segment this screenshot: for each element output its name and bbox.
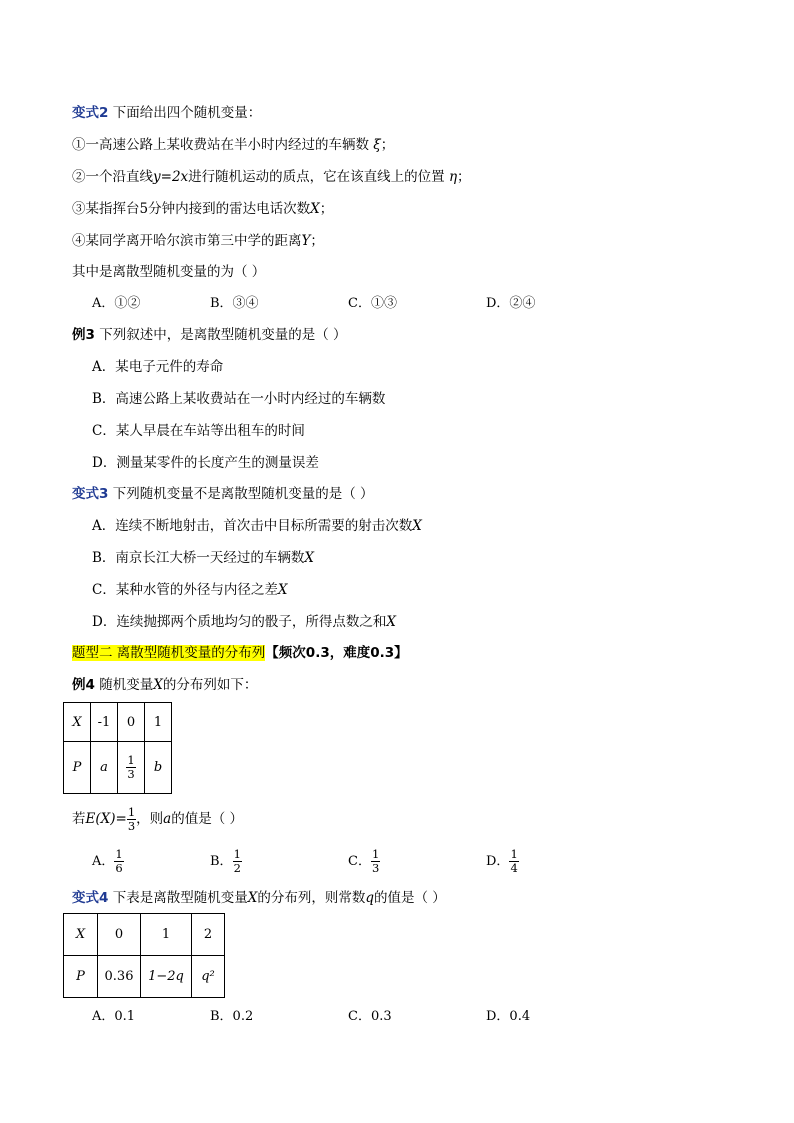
table-cell: -1	[91, 703, 118, 742]
item-variable: η	[448, 169, 458, 185]
variant-4-option-d: D．0.4	[486, 1009, 531, 1024]
fraction	[127, 806, 136, 833]
item-punct: ；	[457, 169, 471, 185]
variant-2-item-1	[72, 135, 394, 155]
variant-3-option-d	[92, 612, 396, 632]
table-row	[64, 742, 172, 794]
variant-3-stem	[72, 484, 374, 504]
item-text: 进行随机运动的质点，它在该直线上的位置	[188, 169, 449, 185]
option-label: B．	[210, 854, 233, 869]
variant-4-text: 的分布列，则常数	[257, 890, 366, 906]
option-text: A．连续不断地射击，首次击中目标所需要的射击次数	[92, 518, 413, 534]
fraction-denominator: 3	[127, 819, 136, 833]
section-heading	[72, 643, 408, 663]
table-cell: P	[64, 742, 91, 794]
table-cell: 0	[98, 914, 141, 956]
condition-variable: a	[163, 811, 172, 827]
condition-text: 的值是（ ）	[171, 811, 243, 827]
variant-4-distribution-table	[63, 913, 225, 998]
example-4-text: 随机变量	[94, 677, 154, 693]
option-label: A．	[92, 854, 115, 869]
example-4-stem	[72, 675, 257, 695]
variant-2-item-2	[72, 167, 471, 187]
variant-4-option-b: B．0.2	[210, 1009, 254, 1024]
example-4-option-c	[348, 848, 380, 875]
example-3-stem	[72, 325, 347, 345]
fraction-numerator: 1	[115, 847, 123, 861]
fraction-numerator: 1	[510, 847, 518, 861]
variant-3-option-b	[92, 548, 314, 568]
fraction-numerator: 1	[127, 805, 136, 819]
section-title: 题型二 离散型随机变量的分布列	[72, 645, 266, 661]
fraction	[126, 754, 135, 781]
variant-4-label: 变式4	[72, 890, 109, 906]
option-text: C．某种水管的外径与内径之差	[92, 582, 278, 598]
table-cell: 1	[141, 914, 192, 956]
variant-4-stem	[72, 888, 446, 908]
variant-2-option-c: C．①③	[348, 296, 397, 311]
item-text: ②一个沿直线	[72, 169, 153, 185]
table-cell: X	[64, 703, 91, 742]
table-cell: q²	[192, 956, 225, 998]
option-label: C．	[348, 854, 371, 869]
fraction-denominator: 3	[371, 861, 380, 875]
variant-4-option-c: C．0.3	[348, 1009, 392, 1024]
example-3-option-b: B．高速公路上某收费站在一小时内经过的车辆数	[92, 391, 386, 407]
condition-text: 若	[72, 811, 86, 827]
option-text: D．连续抛掷两个质地均匀的骰子，所得点数之和	[92, 614, 387, 630]
option-variable: X	[304, 550, 315, 566]
variant-2-label: 变式2	[72, 105, 109, 121]
table-cell: 0.36	[98, 956, 141, 998]
fraction	[509, 848, 518, 875]
fraction	[114, 848, 123, 875]
item-text: ③某指挥台5分钟内接到的雷达电话次数	[72, 201, 311, 217]
variant-3-label: 变式3	[72, 486, 109, 502]
section-meta: 【频次0.3，难度0.3】	[265, 645, 408, 661]
example-3-label: 例3	[72, 327, 95, 343]
table-cell: P	[64, 956, 98, 998]
example-4-text: 的分布列如下：	[162, 677, 258, 693]
table-cell: b	[145, 742, 172, 794]
variant-3-option-a	[92, 516, 422, 536]
variant-2-stem	[72, 103, 261, 123]
fraction-denominator: 2	[233, 861, 241, 875]
variant-4-variable: X	[247, 890, 258, 906]
example-4-condition	[72, 806, 243, 833]
variant-2-option-b: B．③④	[210, 296, 259, 311]
variant-2-option-a: A．①②	[92, 296, 141, 311]
example-4-distribution-table	[63, 702, 172, 794]
option-variable: X	[277, 582, 288, 598]
table-cell: 2	[192, 914, 225, 956]
example-4-variable: X	[153, 677, 163, 693]
table-cell: 1	[145, 703, 172, 742]
condition-expression: E(X)=	[85, 811, 127, 827]
fraction	[371, 848, 380, 875]
item-text: ④某同学离开哈尔滨市第三中学的距离	[72, 233, 302, 249]
item-punct: ；	[380, 137, 395, 153]
item-variable: Y	[301, 233, 311, 249]
item-text: ①一高速公路上某收费站在半小时内经过的车辆数	[72, 137, 374, 153]
option-variable: X	[412, 518, 422, 534]
fraction-denominator: 6	[115, 861, 123, 875]
table-cell: a	[91, 742, 118, 794]
variant-4-variable: q	[365, 890, 374, 906]
example-4-option-a	[92, 848, 124, 875]
example-3-option-c: C．某人早晨在车站等出租车的时间	[92, 423, 305, 439]
fraction-numerator: 1	[233, 847, 241, 861]
example-4-label: 例4	[72, 677, 95, 693]
item-punct: ；	[319, 201, 334, 217]
table-row	[64, 956, 225, 998]
example-4-option-d	[486, 848, 519, 875]
item-variable: ξ	[373, 137, 381, 153]
example-3-option-a: A．某电子元件的寿命	[92, 359, 224, 375]
table-row	[64, 703, 172, 742]
variant-4-text: 的值是（ ）	[373, 890, 446, 906]
variant-2-question: 其中是离散型随机变量的为（ ）	[72, 264, 266, 280]
option-variable: X	[386, 614, 396, 630]
variant-4-text: 下表是离散型随机变量	[108, 890, 248, 906]
table-cell: 1−2q	[141, 956, 192, 998]
variant-2-text: 下面给出四个随机变量：	[108, 105, 262, 121]
fraction-numerator: 1	[127, 753, 135, 767]
variant-3-option-c	[92, 580, 287, 600]
item-punct: ；	[310, 233, 324, 249]
table-cell: X	[64, 914, 98, 956]
example-4-option-b	[210, 848, 242, 875]
fraction	[233, 848, 242, 875]
option-label: D．	[486, 854, 510, 869]
item-variable: X	[310, 201, 320, 217]
option-text: B．南京长江大桥一天经过的车辆数	[92, 550, 305, 566]
table-cell	[118, 742, 145, 794]
example-3-option-d: D．测量某零件的长度产生的测量误差	[92, 455, 319, 471]
condition-text: ，则	[136, 811, 164, 827]
variant-4-option-a: A．0.1	[92, 1009, 136, 1024]
variant-2-option-d: D．②④	[486, 296, 536, 311]
fraction-numerator: 1	[371, 847, 380, 861]
table-cell: 0	[118, 703, 145, 742]
fraction-denominator: 3	[127, 767, 135, 781]
example-3-text: 下列叙述中，是离散型随机变量的是（ ）	[94, 327, 347, 343]
fraction-denominator: 4	[510, 861, 518, 875]
variant-2-item-3	[72, 199, 333, 219]
item-equation: y=2x	[153, 169, 189, 185]
variant-2-item-4	[72, 231, 324, 251]
table-row	[64, 914, 225, 956]
variant-3-text: 下列随机变量不是离散型随机变量的是（ ）	[108, 486, 374, 502]
